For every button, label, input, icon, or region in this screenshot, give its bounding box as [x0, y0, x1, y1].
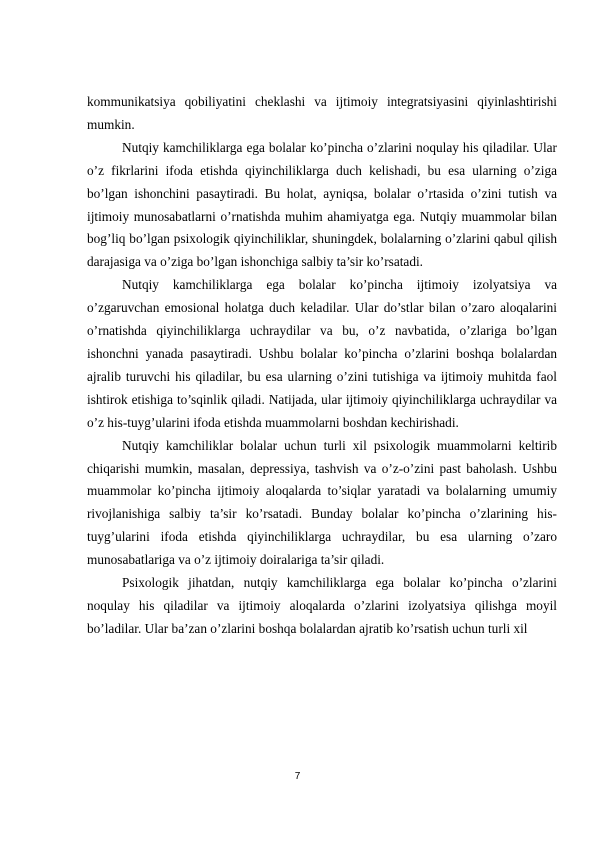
paragraph-psixologik-muammolar: Nutqiy kamchiliklar bolalar uchun turli xil psixologik muammolarni keltirib chiqarishi mumkin, masalan, depressiya, tashvish va o’z-o’zini past baholash. Ushbu muammolar ko’pincha ijtimoiy aloqalarda to’siqlar yaratadi va bolalarning umumiy rivojlanishiga salbiy ta’sir ko’rsatadi. Bunday bolalar ko’pincha o’zlarining his-tuyg’ularini ifoda etishda qiyinchiliklarga uchraydilar, bu esa ularning o’zaro munosabatlariga va o’z ijtimoiy doiralariga ta’sir qiladi.: [87, 437, 557, 568]
page-number: 7: [294, 771, 301, 782]
paragraph-ijtimoiy-izolyatsiya: Nutqiy kamchiliklarga ega bolalar ko’pincha ijtimoiy izolyatsiya va o’zgaruvchan emosional holatga duch keladilar. Ular do’stlar bilan o’zaro aloqalarini o’rnatishda qiyinchiliklarga uchraydilar va bu, o’z navbatida, o’zlariga bo’lgan ishonchni yanada pasaytiradi. Ushbu bolalar ko’pincha o’zlarini boshqa bolalardan ajralib turuvchi his qiladilar, bu esa ularning o’zini tutishiga va ijtimoiy muhitda faol ishtirok etishiga to’sqinlik qiladi. Natijada, ular ijtimoiy qiyinchiliklarga uchraydilar va o’z his-tuyg’ularini ifoda etishda muammolarni boshdan kechirishadi.: [87, 277, 557, 430]
page-body: [87, 91, 557, 641]
paragraph-nutqiy-kamchiliklar-noqulay: Nutqiy kamchiliklarga ega bolalar ko’pincha o’zlarini noqulay his qiladilar. Ular o’z fikrlarini ifoda etishda qiyinchiliklarga duch kelishadi, bu esa ularning o’ziga bo’lgan ishonchini pasaytiradi. Bu holat, ayniqsa, bolalar o’rtasida o’zini tutish va ijtimoiy munosabatlarni o’rnatishda muhim ahamiyatga ega. Nutqiy muammolar bilan bog’liq bo’lgan psixologik qiyinchiliklar, shuningdek, bolalarning o’zlarini qabul qilish darajasiga va o’ziga bo’lgan ishonchiga salbiy ta’sir ko’rsatadi.: [87, 139, 557, 270]
paragraph-continuation: kommunikatsiya qobiliyatini cheklashi va ijtimoiy integratsiyasini qiyinlashtirishi mumkin.: [87, 94, 557, 132]
paragraph-psixologik-jihatdan: Psixologik jihatdan, nutqiy kamchiliklarga ega bolalar ko’pincha o’zlarini noqulay his qiladilar va ijtimoiy aloqalarda o’zlarini izolyatsiya qilishga moyil bo’ladilar. Ular ba’zan o’zlarini boshqa bolalardan ajratib ko’rsatish uchun turli xil: [87, 575, 557, 636]
